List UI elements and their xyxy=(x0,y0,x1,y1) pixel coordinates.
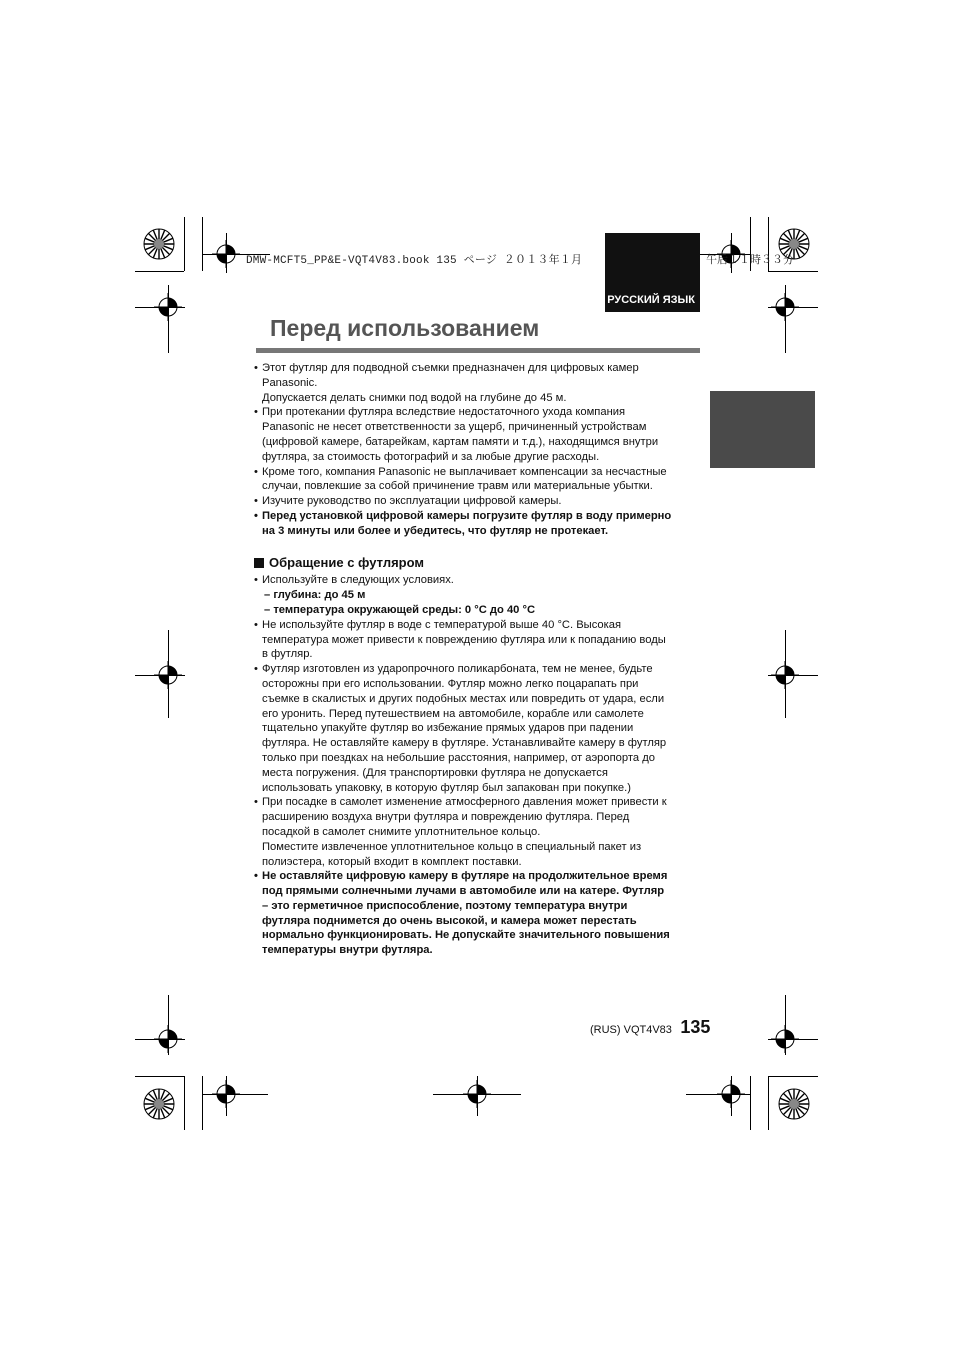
list-item: • Используйте в следующих условиях. xyxy=(254,573,700,588)
registration-target-icon xyxy=(717,1080,745,1108)
text-line: в футляр. xyxy=(262,648,313,661)
text-line: футляра. Не оставляйте камеру в футляре. Устанавливайте камеру в футляр xyxy=(262,737,667,750)
text-line: – это герметичное приспособление, поэтому температура внутри xyxy=(262,899,628,912)
text-line: под прямыми солнечными лучами в автомобиле или на катере. Футляр xyxy=(262,885,665,898)
page-footer xyxy=(590,1017,710,1038)
text-line: • При посадке в самолет изменение атмосферного давления может привести к xyxy=(262,796,667,809)
text-line: нормально функционировать. Не допускайте значительного повышения xyxy=(262,929,670,942)
list-item xyxy=(254,795,700,839)
language-tab-label: РУССКИЙ ЯЗЫК xyxy=(607,294,695,306)
text-line: температуры внутри футляра. xyxy=(262,944,433,957)
text-line: его уронить. Перед путешествием на автомобиле, корабле или самолете xyxy=(262,707,644,720)
page-number: 135 xyxy=(680,1017,711,1037)
text-line: только при поездках на небольшие расстояния, например, от аэропорта до xyxy=(262,751,655,764)
text-line: Допускается делать снимки под водой на глубине до 45 м. xyxy=(262,391,567,404)
list-item xyxy=(254,405,700,464)
registration-target-icon xyxy=(463,1080,491,1108)
print-time-info: 午后１１時３３分 xyxy=(706,255,794,267)
color-star-icon xyxy=(144,229,174,259)
list-item xyxy=(254,662,700,795)
text-line: • Не используйте футляр в воде с температурой выше 40 °C. Высокая xyxy=(262,618,622,631)
text-line: Поместите извлеченное уплотнительное кольцо в специальный пакет из xyxy=(262,840,642,853)
text-line: посадкой в самолет снимите уплотнительное кольцо. xyxy=(262,825,541,838)
footer-code: (RUS) VQT4V83 xyxy=(590,1024,672,1036)
list-item xyxy=(254,618,700,662)
list-item xyxy=(254,840,700,870)
registration-target-icon xyxy=(212,240,240,268)
text-line: • Не оставляйте цифровую камеру в футляре на продолжительное время xyxy=(262,870,668,883)
registration-target-icon xyxy=(154,1025,182,1053)
side-thumb-tab xyxy=(710,391,815,468)
text-line: расширению воздуха внутри футляра и повреждению футляра. Перед xyxy=(262,811,630,824)
text-line: осторожны при его использовании. Футляр можно легко поцарапать при xyxy=(262,677,639,690)
language-tab xyxy=(605,233,700,312)
text-line: съемке в скалистых и других подобных местах или повредить от удара, если xyxy=(262,692,665,705)
square-bullet-icon xyxy=(254,558,264,568)
text-line: (цифровой камере, батарейкам, картам памяти и т.д.), находящимся внутри xyxy=(262,435,659,448)
text-line: полиэстера, который входит в комплект поставки. xyxy=(262,855,522,868)
text-line: Panasonic не несет ответственности за ущерб, причиненный устройствам xyxy=(262,421,647,434)
list-item xyxy=(254,869,700,958)
text-line: Panasonic. xyxy=(262,376,318,389)
list-item xyxy=(254,391,700,406)
text-line: футляра поднимется до очень высокой, и камера может перестать xyxy=(262,914,637,927)
text-line: места погружения. (Для транспортировки футляра не допускается xyxy=(262,766,608,779)
text-line: • При протекании футляра вследствие недостаточного ухода компания xyxy=(262,406,626,419)
text-line: • Изучите руководство по эксплуатации цифровой камеры. xyxy=(262,495,562,508)
main-content xyxy=(254,361,700,958)
text-line: случаи, повлекшие за собой причинение травм или материальные убытки. xyxy=(262,480,653,493)
text-line: футляра, за стоимость фотографий и за любые другие расходы. xyxy=(262,450,600,463)
text-line: использовать упаковку, в которую футляр был запакован при покупке.) xyxy=(262,781,631,794)
list-item xyxy=(254,494,700,509)
text-line: тщательно упакуйте футляр во избежание прямых ударов при падении xyxy=(262,722,634,735)
list-item xyxy=(254,361,700,391)
registration-target-icon xyxy=(154,661,182,689)
text-line: температура может привести к повреждению футляра или к попаданию воды xyxy=(262,633,666,646)
text-line: • Этот футляр для подводной съемки предназначен для цифровых камер xyxy=(262,362,639,374)
color-star-icon xyxy=(144,1089,174,1119)
registration-target-icon xyxy=(771,293,799,321)
section-heading: Обращение с футляром xyxy=(254,556,700,571)
intro-list xyxy=(254,361,700,539)
list-item xyxy=(254,465,700,495)
registration-target-icon xyxy=(771,1025,799,1053)
condition-temperature: – температура окружающей среды: 0 °C до 40 °C xyxy=(264,603,536,616)
registration-target-icon xyxy=(212,1080,240,1108)
text-line: • Перед установкой цифровой камеры погрузите футляр в воду примерно xyxy=(262,509,672,522)
page-title: Перед использованием xyxy=(270,315,540,341)
section-list xyxy=(254,618,700,958)
text-line: • Футляр изготовлен из ударопрочного поликарбоната, тем не менее, будьте xyxy=(262,663,653,676)
registration-target-icon xyxy=(154,293,182,321)
list-item xyxy=(254,509,700,539)
text-line: на 3 минуты или более и убедитесь, что футляр не протекает. xyxy=(262,524,609,537)
print-file-info: DMW-MCFT5_PP&E-VQT4V83.book 135 ページ ２０１３年１月 xyxy=(246,255,583,267)
color-star-icon xyxy=(779,1089,809,1119)
text-line: • Кроме того, компания Panasonic не выплачивает компенсации за несчастные xyxy=(262,465,667,478)
condition-depth: – глубина: до 45 м xyxy=(264,589,366,602)
title-rule xyxy=(256,348,700,353)
registration-target-icon xyxy=(771,661,799,689)
